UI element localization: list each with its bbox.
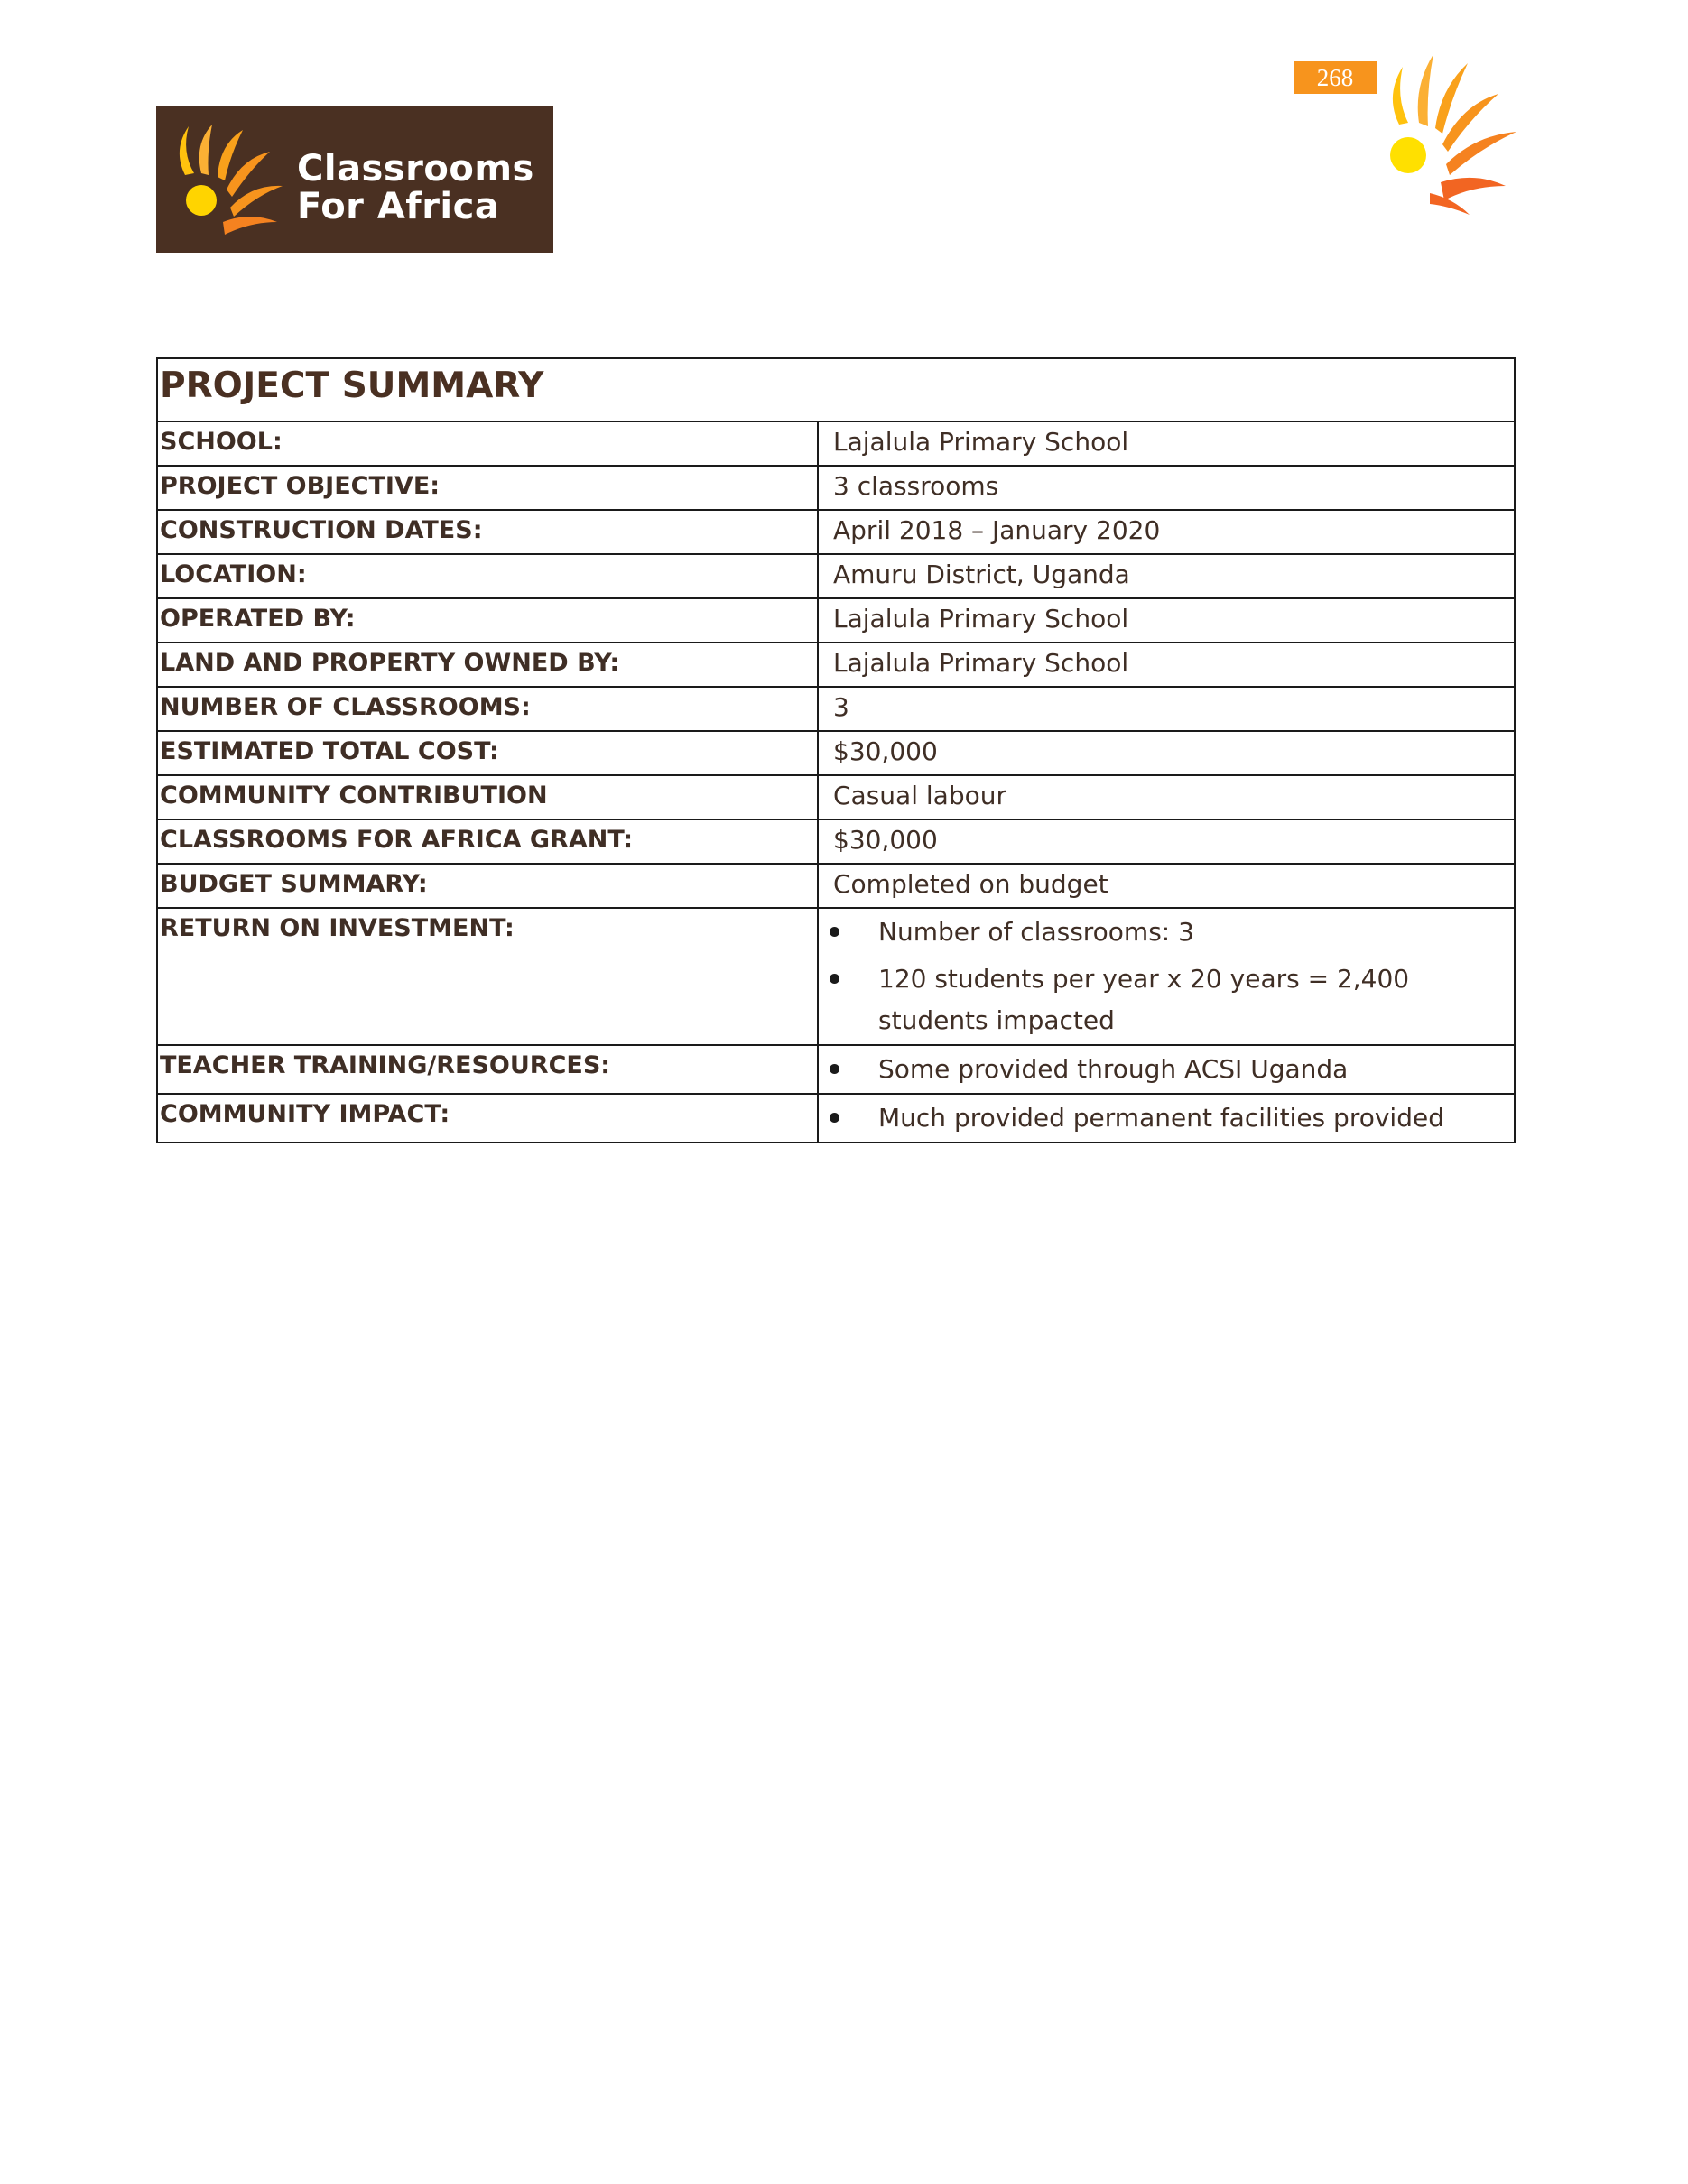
row-value: 3 classrooms	[818, 466, 1515, 510]
row-label: PROJECT OBJECTIVE:	[157, 466, 818, 510]
bullet-icon	[830, 1113, 839, 1123]
table-row	[157, 1094, 1515, 1143]
list-item	[819, 1095, 1514, 1142]
row-value-list	[818, 1094, 1515, 1143]
sunburst-corner-icon	[1354, 45, 1535, 217]
bullet-list	[819, 1046, 1514, 1093]
list-item-text: Much provided permanent facilities provided	[878, 1103, 1444, 1133]
row-label: NUMBER OF CLASSROOMS:	[157, 687, 818, 731]
row-label: LOCATION:	[157, 554, 818, 598]
row-value: Completed on budget	[818, 864, 1515, 908]
table-row	[157, 643, 1515, 687]
row-value: 3	[818, 687, 1515, 731]
row-label: ESTIMATED TOTAL COST:	[157, 731, 818, 775]
row-label: CLASSROOMS FOR AFRICA GRANT:	[157, 819, 818, 864]
row-value-list	[818, 908, 1515, 1045]
row-value-list	[818, 1045, 1515, 1094]
table-row	[157, 1045, 1515, 1094]
list-item-text: Some provided through ACSI Uganda	[878, 1054, 1349, 1084]
table-row	[157, 864, 1515, 908]
list-item	[819, 956, 1514, 1044]
row-label: LAND AND PROPERTY OWNED BY:	[157, 643, 818, 687]
bullet-icon	[830, 927, 839, 937]
row-label: RETURN ON INVESTMENT:	[157, 908, 818, 1045]
row-value: Amuru District, Uganda	[818, 554, 1515, 598]
bullet-icon	[830, 1064, 839, 1074]
brand-logo	[156, 106, 553, 253]
logo-line-2: For Africa	[297, 186, 500, 227]
row-label: CONSTRUCTION DATES:	[157, 510, 818, 554]
row-label: SCHOOL:	[157, 421, 818, 466]
list-item	[819, 1046, 1514, 1093]
page-number: 268	[1294, 61, 1377, 94]
row-value: $30,000	[818, 731, 1515, 775]
table-row	[157, 510, 1515, 554]
row-value: Lajalula Primary School	[818, 643, 1515, 687]
row-label: BUDGET SUMMARY:	[157, 864, 818, 908]
logo-line-1: Classrooms	[297, 148, 534, 190]
table-row	[157, 598, 1515, 643]
row-label: COMMUNITY IMPACT:	[157, 1094, 818, 1143]
sunburst-logo-icon	[167, 121, 293, 243]
table-row	[157, 819, 1515, 864]
bullet-list	[819, 909, 1514, 1044]
table-row	[157, 421, 1515, 466]
table-row	[157, 908, 1515, 1045]
table-row	[157, 466, 1515, 510]
row-value: April 2018 – January 2020	[818, 510, 1515, 554]
row-value: $30,000	[818, 819, 1515, 864]
table-title-row	[157, 358, 1515, 421]
project-summary-table	[156, 357, 1516, 1143]
list-item	[819, 909, 1514, 956]
row-label: TEACHER TRAINING/RESOURCES:	[157, 1045, 818, 1094]
bullet-icon	[830, 974, 839, 984]
table-title: PROJECT SUMMARY	[157, 358, 1515, 421]
row-label: OPERATED BY:	[157, 598, 818, 643]
list-item-text: Number of classrooms: 3	[878, 917, 1194, 947]
table-row	[157, 554, 1515, 598]
list-item-text: 120 students per year x 20 years = 2,400 students impacted	[878, 964, 1410, 1035]
row-value: Casual labour	[818, 775, 1515, 819]
row-label: COMMUNITY CONTRIBUTION	[157, 775, 818, 819]
table-row	[157, 687, 1515, 731]
table-row	[157, 731, 1515, 775]
row-value: Lajalula Primary School	[818, 421, 1515, 466]
table-row	[157, 775, 1515, 819]
row-value: Lajalula Primary School	[818, 598, 1515, 643]
bullet-list	[819, 1095, 1514, 1142]
